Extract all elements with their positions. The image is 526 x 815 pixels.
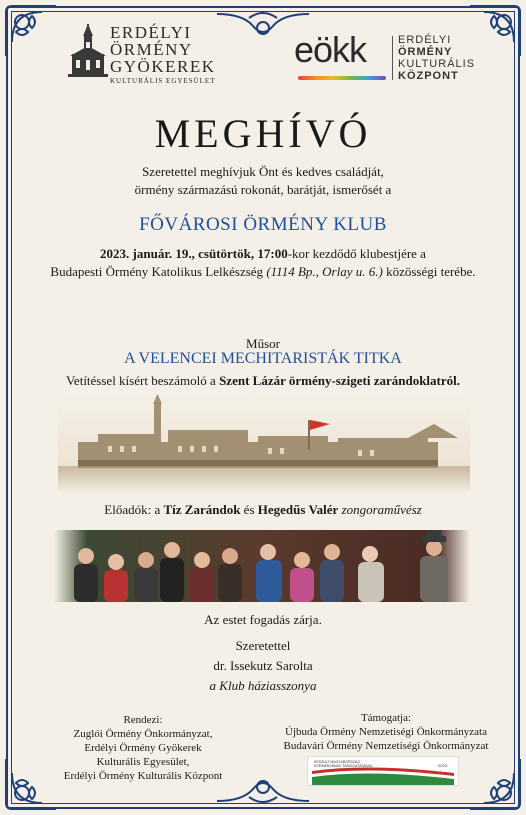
closing-reception: Az estet fogadás zárja. (204, 612, 322, 627)
presenters-label: Előadók: a (104, 502, 164, 517)
eokk-brand: eökk (294, 29, 367, 70)
presenters-role: zongoraművész (338, 502, 422, 517)
logo-subline: KULTURÁLIS EGYESÜLET (110, 77, 216, 85)
logo-separator (392, 36, 393, 80)
erdelyi-ormeny-gyokerek-logo (66, 22, 236, 84)
event-date-rest: -kor kezdődő klubestjére a (287, 246, 426, 261)
event-date-line (0, 245, 526, 263)
event-details (0, 245, 526, 281)
host-title: a Klub háziasszonya (209, 678, 317, 693)
logo-line: ERDÉLYI (110, 23, 192, 42)
organizer-item: Zuglói Örmény Önkormányzat, (73, 728, 213, 740)
eokk-logo (294, 26, 474, 86)
event-place-rest: közösségi terébe. (382, 264, 476, 279)
church-icon (66, 24, 110, 82)
sponsor-line: KÉSZÜLT MAGYARORSZÁG (314, 760, 361, 764)
logo-line: ERDÉLYI (398, 34, 452, 46)
program-desc-bold: Szent Lázár örmény-szigeti zarándoklatról. (219, 373, 461, 388)
rainbow-bar (298, 76, 386, 80)
intro-line: örmény származású rokonát, barátját, ismerősét a (134, 182, 392, 197)
event-place: Budapesti Örmény Katolikus Lelkészség (50, 264, 267, 279)
san-lazzaro-painting (58, 394, 470, 494)
group-photo (54, 530, 470, 602)
program-desc-plain: Vetítéssel kísért beszámoló a (65, 373, 220, 388)
logo-line: GYÖKEREK (110, 57, 216, 76)
supporter-item: Budavári Örmény Nemzetiségi Önkormányzat (283, 740, 489, 752)
presenters-pianist: Hegedűs Valér (257, 502, 339, 517)
page-title: MEGHÍVÓ (154, 111, 372, 156)
corner-ornament-icon (2, 2, 60, 60)
intro-text (0, 163, 526, 199)
intro-line: Szeretettel meghívjuk Önt és kedves családját, (142, 164, 384, 179)
supporters-label: Támogatja: (360, 712, 412, 724)
program-description (0, 372, 526, 390)
presenters-group: Tíz Zarándok (163, 502, 241, 517)
logo-line: ÖRMÉNY (110, 40, 193, 59)
government-support-logo (307, 756, 459, 786)
organizers (40, 713, 246, 783)
host-name: dr. Issekutz Sarolta (213, 658, 313, 673)
event-place-line (0, 263, 526, 281)
logo-line: KULTURÁLIS (398, 58, 476, 70)
logo-line: ÖRMÉNY (398, 46, 453, 58)
program-title: A VELENCEI MECHITARISTÁK TITKA (124, 350, 402, 367)
corner-ornament-icon (466, 755, 524, 813)
organizers-label: Rendezi: (123, 714, 163, 726)
program-label: Műsor (246, 336, 280, 351)
organizer-item: Erdélyi Örmény Gyökerek (84, 742, 202, 754)
organizer-item: Kulturális Egyesület, (96, 756, 190, 768)
presenters-line (0, 501, 526, 519)
supporters (264, 711, 508, 753)
presenters-and: és (240, 502, 258, 517)
event-address: (1114 Bp., Orlay u. 6.) (266, 264, 383, 279)
supporter-item: Újbuda Örmény Nemzetiségi Önkormányzata (285, 726, 487, 738)
closing-greeting: Szeretettel (235, 638, 291, 653)
organizer-item: Erdélyi Örmény Kulturális Központ (63, 770, 223, 782)
event-date: 2023. január. 19., csütörtök, 17:00 (100, 246, 288, 261)
logo-line: KÖZPONT (398, 70, 459, 82)
sponsor-year: 2023 (438, 763, 447, 768)
sponsor-line: KORMÁNYÁNAK TÁMOGATÁSÁVAL (314, 764, 373, 768)
club-name: FŐVÁROSI ÖRMÉNY KLUB (139, 214, 387, 235)
